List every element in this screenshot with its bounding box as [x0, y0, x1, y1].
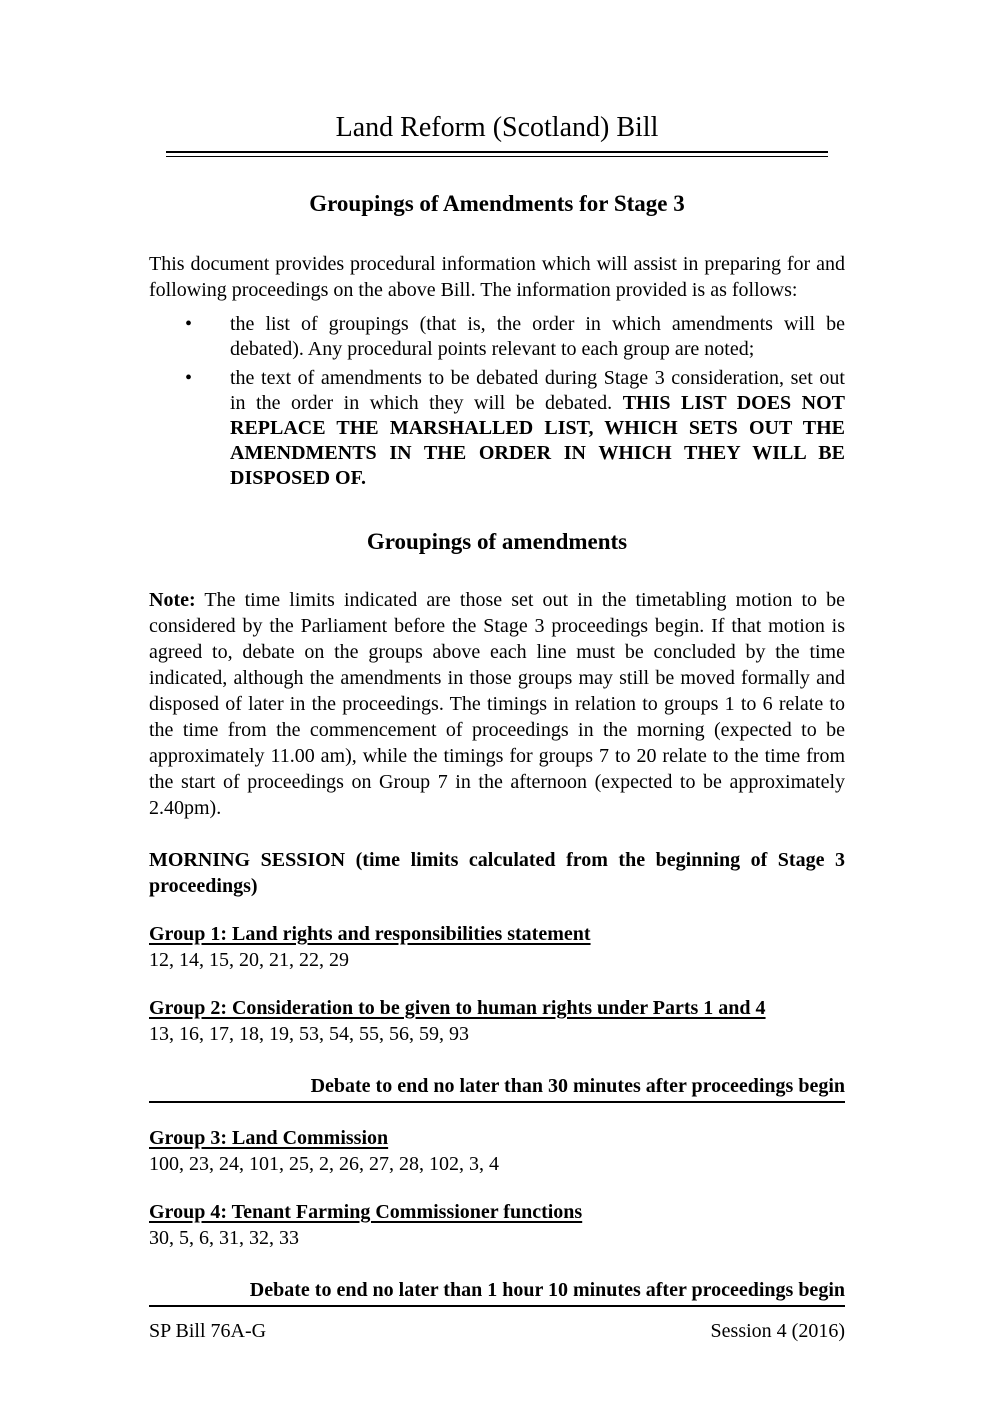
group-1-heading: Group 1: Land rights and responsibilities statement — [149, 923, 591, 945]
note-label: Note: — [149, 589, 196, 611]
bullet-item-groupings — [149, 312, 845, 362]
time-limit-divider-2: Debate to end no later than 1 hour 10 minutes after proceedings begin — [149, 1277, 845, 1307]
time-limit-divider-1: Debate to end no later than 30 minutes after proceedings begin — [149, 1073, 845, 1103]
group-3-heading: Group 3: Land Commission — [149, 1127, 389, 1149]
intro-paragraph: This document provides procedural information which will assist in preparing for and following proceedings on the above Bill. The information provided is as follows: — [149, 253, 845, 301]
document-title: Land Reform (Scotland) Bill — [335, 112, 659, 143]
bullet-text-amendment-text — [230, 366, 845, 491]
title-divider — [166, 151, 828, 157]
group-4-amendments: 30, 5, 6, 31, 32, 33 — [149, 1227, 299, 1249]
main-heading: Groupings of Amendments for Stage 3 — [309, 191, 685, 216]
group-4 — [149, 1199, 845, 1251]
footer-bill-number: SP Bill 76A-G — [149, 1320, 267, 1342]
marshalled-list-warning: THIS LIST DOES NOT REPLACE THE MARSHALLED LIST, WHICH SETS OUT THE AMENDMENTS IN THE ORDER IN WHICH THEY WILL BE DISPOSED OF. — [230, 392, 845, 489]
section-heading: Groupings of amendments — [366, 529, 628, 554]
group-3-amendments: 100, 23, 24, 101, 25, 2, 26, 27, 28, 102, 3, 4 — [149, 1153, 499, 1175]
group-3 — [149, 1125, 845, 1177]
bullet-item-amendment-text — [149, 366, 845, 491]
group-2-heading: Group 2: Consideration to be given to human rights under Parts 1 and 4 — [149, 997, 766, 1019]
note-paragraph — [149, 587, 845, 821]
bullet-icon: • — [185, 367, 193, 389]
bullet-list — [149, 312, 845, 491]
group-1 — [149, 921, 845, 973]
document-content — [0, 110, 991, 1307]
footer-session: Session 4 (2016) — [710, 1320, 845, 1342]
note-text: The time limits indicated are those set out in the timetabling motion to be considered by the Parliament before the Stage 3 proceedings begin. If that motion is agreed to, debate on the groups above each line must be concluded by the time indicated, although the amendments in those groups may still be moved formally and disposed of later in the proceedings. The timings in relation to groups 1 to 6 relate to the time from the commencement of proceedings in the morning (expected to be approximately 11.00 am), while the timings for groups 7 to 20 relate to the time from the start of proceedings on Group 7 in the afternoon (expected to be approximately 2.40pm). — [149, 589, 845, 819]
group-2 — [149, 995, 845, 1047]
footer — [149, 1318, 845, 1344]
group-2-amendments: 13, 16, 17, 18, 19, 53, 54, 55, 56, 59, 93 — [149, 1023, 469, 1045]
group-1-amendments: 12, 14, 15, 20, 21, 22, 29 — [149, 949, 349, 971]
bullet-text-normal: the text of amendments to be debated during Stage 3 consideration, set out in the order in which they will be debated. — [230, 367, 845, 414]
bullet-text-groupings: the list of groupings (that is, the order in which amendments will be debated). Any procedural points relevant to each group are noted; — [230, 313, 845, 360]
morning-session-heading: MORNING SESSION (time limits calculated from the beginning of Stage 3 proceedings) — [149, 849, 845, 897]
bullet-icon: • — [185, 313, 193, 335]
group-4-heading: Group 4: Tenant Farming Commissioner functions — [149, 1201, 583, 1223]
